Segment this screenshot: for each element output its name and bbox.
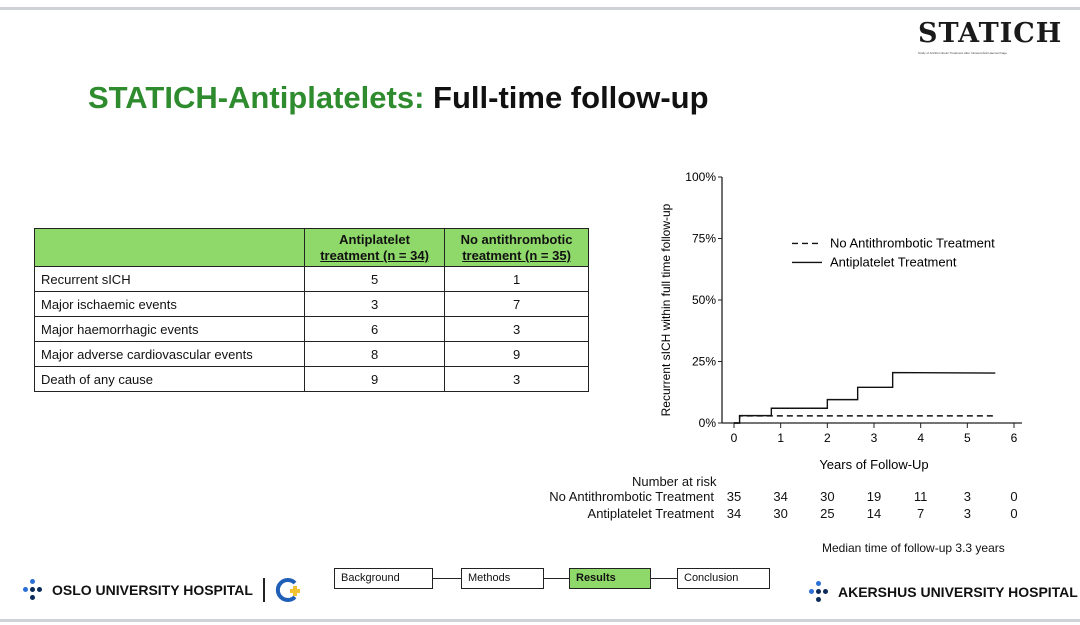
header-no-antithrombotic-line1: No antithrombotic	[460, 231, 573, 247]
x-tick-label: 6	[1010, 431, 1018, 445]
statich-logo	[918, 20, 1070, 60]
nav-conclusion-button[interactable]: Conclusion	[677, 568, 770, 589]
cell-no-antithrombotic: 3	[445, 367, 589, 392]
slide-title	[88, 80, 709, 116]
risk-count: 30	[820, 489, 835, 504]
risk-count: 0	[1010, 489, 1018, 504]
nav-connector	[432, 578, 462, 579]
cell-antiplatelet: 9	[305, 367, 445, 392]
row-label: Major haemorrhagic events	[35, 317, 305, 342]
risk-count: 25	[820, 506, 835, 521]
series-line-antiplatelet	[734, 373, 995, 423]
row-label: Major ischaemic events	[35, 292, 305, 317]
table-row	[35, 342, 589, 367]
risk-count: 34	[726, 506, 742, 521]
table-row	[35, 317, 589, 342]
top-rule	[0, 7, 1080, 10]
cell-no-antithrombotic: 1	[445, 267, 589, 292]
risk-table-title: Number at risk	[632, 474, 717, 489]
header-no-antithrombotic-line2: treatment (n = 35)	[462, 247, 571, 263]
risk-count: 0	[1010, 506, 1018, 521]
risk-count: 3	[963, 506, 971, 521]
risk-row-label: Antiplatelet Treatment	[587, 506, 714, 521]
table-header-row	[35, 229, 589, 267]
risk-count: 11	[913, 489, 928, 504]
table-row	[35, 367, 589, 392]
nav-connector	[650, 578, 678, 579]
series-line-no-antithrombotic	[734, 416, 995, 423]
risk-row-label: No Antithrombotic Treatment	[549, 489, 714, 504]
statich-logo-text: STATICH	[918, 18, 1063, 49]
footer-divider	[263, 578, 265, 602]
risk-count: 19	[866, 489, 882, 504]
cell-antiplatelet: 5	[305, 267, 445, 292]
legend-label: No Antithrombotic Treatment	[830, 235, 995, 251]
row-label: Recurrent sICH	[35, 267, 305, 292]
oslo-hospital-logo	[22, 577, 301, 603]
cell-antiplatelet: 8	[305, 342, 445, 367]
x-tick-label: 3	[870, 431, 878, 445]
x-tick-label: 0	[730, 431, 738, 445]
nav-methods-button[interactable]: Methods	[461, 568, 544, 589]
x-tick-label: 1	[777, 431, 785, 445]
x-tick-label: 5	[963, 431, 971, 445]
row-label: Major adverse cardiovascular events	[35, 342, 305, 367]
nav-connector	[543, 578, 569, 579]
cell-antiplatelet: 6	[305, 317, 445, 342]
risk-count: 34	[773, 489, 788, 504]
cell-no-antithrombotic: 9	[445, 342, 589, 367]
row-label: Death of any cause	[35, 367, 305, 392]
statich-logo-subtext: Study of Antithrombotic Treatment after Intracerebral Haemorrhage	[918, 51, 1007, 55]
title-study-name: STATICH-Antiplatelets:	[88, 80, 425, 115]
nav-results-button[interactable]: Results	[569, 568, 651, 589]
dots-icon	[808, 581, 830, 603]
risk-count: 35	[726, 489, 742, 504]
risk-count: 14	[866, 506, 882, 521]
bottom-rule	[0, 619, 1080, 622]
x-tick-label: 2	[823, 431, 831, 445]
y-tick-label: 50%	[691, 293, 716, 307]
cell-antiplatelet: 3	[305, 292, 445, 317]
table-row	[35, 292, 589, 317]
outcomes-table	[34, 228, 589, 392]
table-header-no-antithrombotic	[445, 229, 589, 267]
nav-background-button[interactable]: Background	[334, 568, 433, 589]
title-subject: Full-time follow-up	[433, 80, 709, 115]
x-tick-label: 4	[917, 431, 925, 445]
risk-count: 7	[917, 506, 925, 521]
risk-count: 3	[963, 489, 971, 504]
legend-label: Antiplatelet Treatment	[830, 254, 957, 270]
risk-count: 30	[773, 506, 788, 521]
km-chart	[650, 160, 1040, 480]
x-axis-label: Years of Follow-Up	[819, 457, 929, 472]
y-tick-label: 75%	[691, 231, 716, 246]
dots-icon	[22, 579, 44, 601]
table-header-antiplatelet	[305, 229, 445, 267]
header-antiplatelet-line1: Antiplatelet	[339, 231, 410, 247]
median-followup-note: Median time of follow-up 3.3 years	[822, 541, 1005, 555]
y-tick-label: 100%	[685, 170, 716, 184]
header-antiplatelet-line2: treatment (n = 34)	[320, 247, 429, 263]
y-tick-label: 25%	[691, 354, 716, 369]
y-axis-label: Recurrent sICH within full time follow-up	[659, 203, 673, 417]
cell-no-antithrombotic: 3	[445, 317, 589, 342]
table-header-blank	[35, 229, 305, 267]
oslo-hospital-name: OSLO UNIVERSITY HOSPITAL	[52, 582, 253, 598]
akershus-hospital-name: AKERSHUS UNIVERSITY HOSPITAL	[838, 584, 1078, 600]
cell-no-antithrombotic: 7	[445, 292, 589, 317]
table-row	[35, 267, 589, 292]
y-tick-label: 0%	[698, 416, 716, 430]
hospital-cross-icon	[275, 577, 301, 603]
akershus-hospital-logo	[808, 581, 1078, 603]
